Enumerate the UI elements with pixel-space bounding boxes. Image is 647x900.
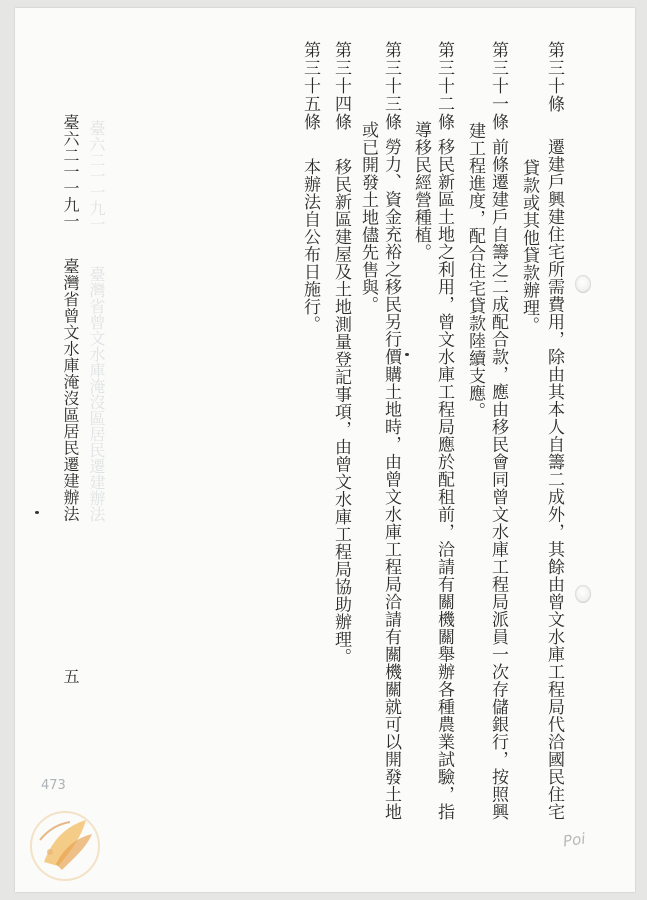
pencil-annotation: Poi bbox=[561, 829, 587, 851]
stray-mark bbox=[35, 511, 39, 514]
article-text-line: 遷建戶興建住宅所需費用，除由其本人自籌二成外，其餘由曾文水庫工程局代洽國民住宅 bbox=[544, 138, 564, 821]
article-text-line: 移民新區建屋及土地測量登記事項，由曾文水庫工程局協助辦理。 bbox=[331, 158, 351, 666]
stray-mark bbox=[405, 353, 409, 356]
article-label: 第三十五條 bbox=[300, 41, 320, 131]
article-text-line: 本辦法自公布日施行。 bbox=[300, 158, 320, 333]
bleed-through-text: 臺灣省曾文水庫淹沒區居民遷建辦法 bbox=[87, 266, 106, 522]
article-label: 第三十二條 bbox=[434, 41, 454, 131]
document-code: 臺六二一一九一 bbox=[61, 114, 80, 230]
punch-hole bbox=[575, 585, 591, 603]
article-text-line: 或已開發土地儘先售與。 bbox=[358, 121, 378, 314]
punch-hole bbox=[575, 275, 591, 293]
document-page bbox=[15, 8, 635, 892]
article-text-line: 建工程進度，配合住宅貸款陸續支應。 bbox=[465, 122, 485, 420]
article-label: 第三十四條 bbox=[331, 41, 351, 131]
article-text-line: 導移民經營種植。 bbox=[411, 121, 431, 261]
archive-logo-icon bbox=[22, 800, 108, 886]
article-text-line: 移民新區土地之利用，曾文水庫工程局應於配租前，洽請有關機關舉辦各種農業試驗，指 bbox=[434, 138, 454, 821]
article-label: 第三十一條 bbox=[488, 41, 508, 131]
article-label: 第三十條 bbox=[544, 41, 564, 113]
article-text-line: 貸款或其他貸款辦理。 bbox=[519, 159, 539, 334]
page-number: 五 bbox=[61, 668, 80, 685]
article-text-line: 前條遷建戶自籌之二成配合款，應由移民會同曾文水庫工程局派員一次存儲銀行，按照興 bbox=[488, 138, 508, 821]
archive-stamp-number: 473 bbox=[41, 778, 66, 793]
article-text-line: 勞力、資金充裕之移民另行價購土地時，由曾文水庫工程局洽請有關機關就可以開發土地 bbox=[381, 138, 401, 821]
article-label: 第三十三條 bbox=[381, 41, 401, 131]
document-title: 臺灣省曾文水庫淹沒區居民遷建辦法 bbox=[61, 258, 80, 522]
bleed-through-text: 臺六二一一九一 bbox=[87, 120, 106, 232]
